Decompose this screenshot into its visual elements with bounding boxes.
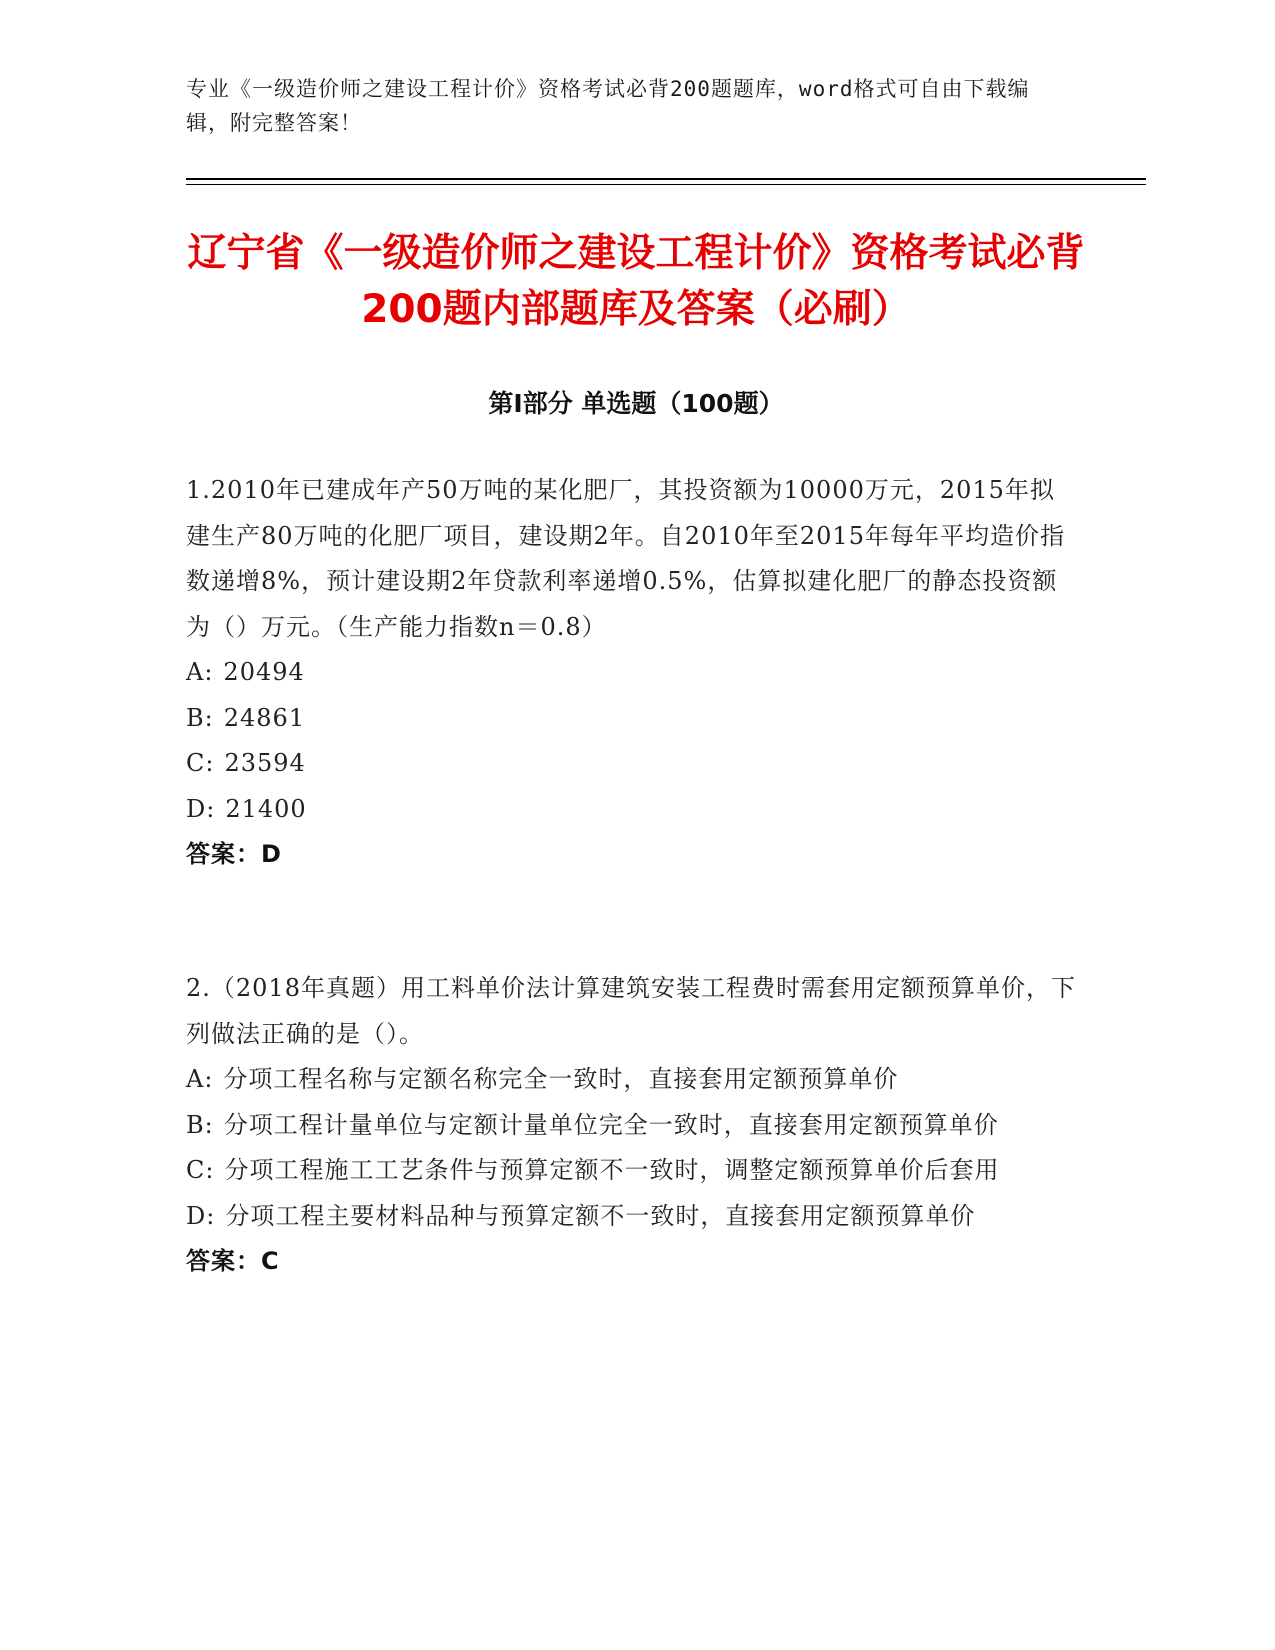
option-d — [186, 1194, 1076, 1240]
option-label: D: — [186, 794, 216, 823]
option-text: 20494 — [223, 658, 305, 686]
question-stem: 1.2010年已建成年产50万吨的某化肥厂，其投资额为10000万元，2015年拟建生产80万吨的化肥厂项目，建设期2年。自2010年至2015年每年平均造价指数递增8%，预计建设期2年贷款利率递增0.5%，估算拟建化肥厂的静态投资额为（）万元。（生产能力指数n＝0.8） — [186, 476, 1065, 641]
option-label: B: — [186, 1110, 214, 1139]
option-label: B: — [186, 703, 214, 732]
option-a — [186, 1057, 1076, 1103]
option-label: D: — [186, 1201, 216, 1230]
option-c — [186, 1148, 1076, 1194]
document-title: 辽宁省《一级造价师之建设工程计价》资格考试必背200题内部题库及答案（必刷） — [187, 231, 1085, 332]
option-text: 分项工程施工工艺条件与预算定额不一致时，调整定额预算单价后套用 — [224, 1156, 1000, 1184]
option-text: 24861 — [223, 703, 306, 732]
option-b — [186, 1103, 1076, 1149]
option-d — [186, 787, 1076, 833]
question-1 — [186, 468, 1076, 878]
question-2 — [186, 966, 1076, 1285]
option-label: C: — [186, 749, 215, 777]
question-stem: 2.（2018年真题）用工料单价法计算建筑安装工程费时需套用定额预算单价，下列做法正确的是（）。 — [186, 974, 1076, 1048]
option-text: 分项工程名称与定额名称完全一致时，直接套用定额预算单价 — [223, 1065, 899, 1093]
header-rule-thin — [186, 184, 1146, 185]
answer-line: 答案：D — [186, 840, 282, 868]
header-rule-thick — [186, 178, 1146, 180]
option-b — [186, 696, 1076, 742]
section-heading: 第Ⅰ部分 单选题（100题） — [488, 389, 784, 418]
option-label: C: — [186, 1156, 215, 1184]
option-label: A: — [186, 1065, 214, 1093]
option-text: 分项工程计量单位与定额计量单位完全一致时，直接套用定额预算单价 — [223, 1110, 999, 1139]
option-c — [186, 741, 1076, 787]
header-note: 专业《一级造价师之建设工程计价》资格考试必背200题题库，word格式可自由下载编辑，附完整答案！ — [186, 77, 1030, 135]
option-text: 23594 — [224, 749, 306, 777]
option-text: 21400 — [225, 794, 307, 823]
option-text: 分项工程主要材料品种与预算定额不一致时，直接套用定额预算单价 — [225, 1201, 976, 1230]
option-label: A: — [186, 658, 214, 686]
answer-line: 答案：C — [186, 1247, 280, 1275]
option-a — [186, 650, 1076, 696]
